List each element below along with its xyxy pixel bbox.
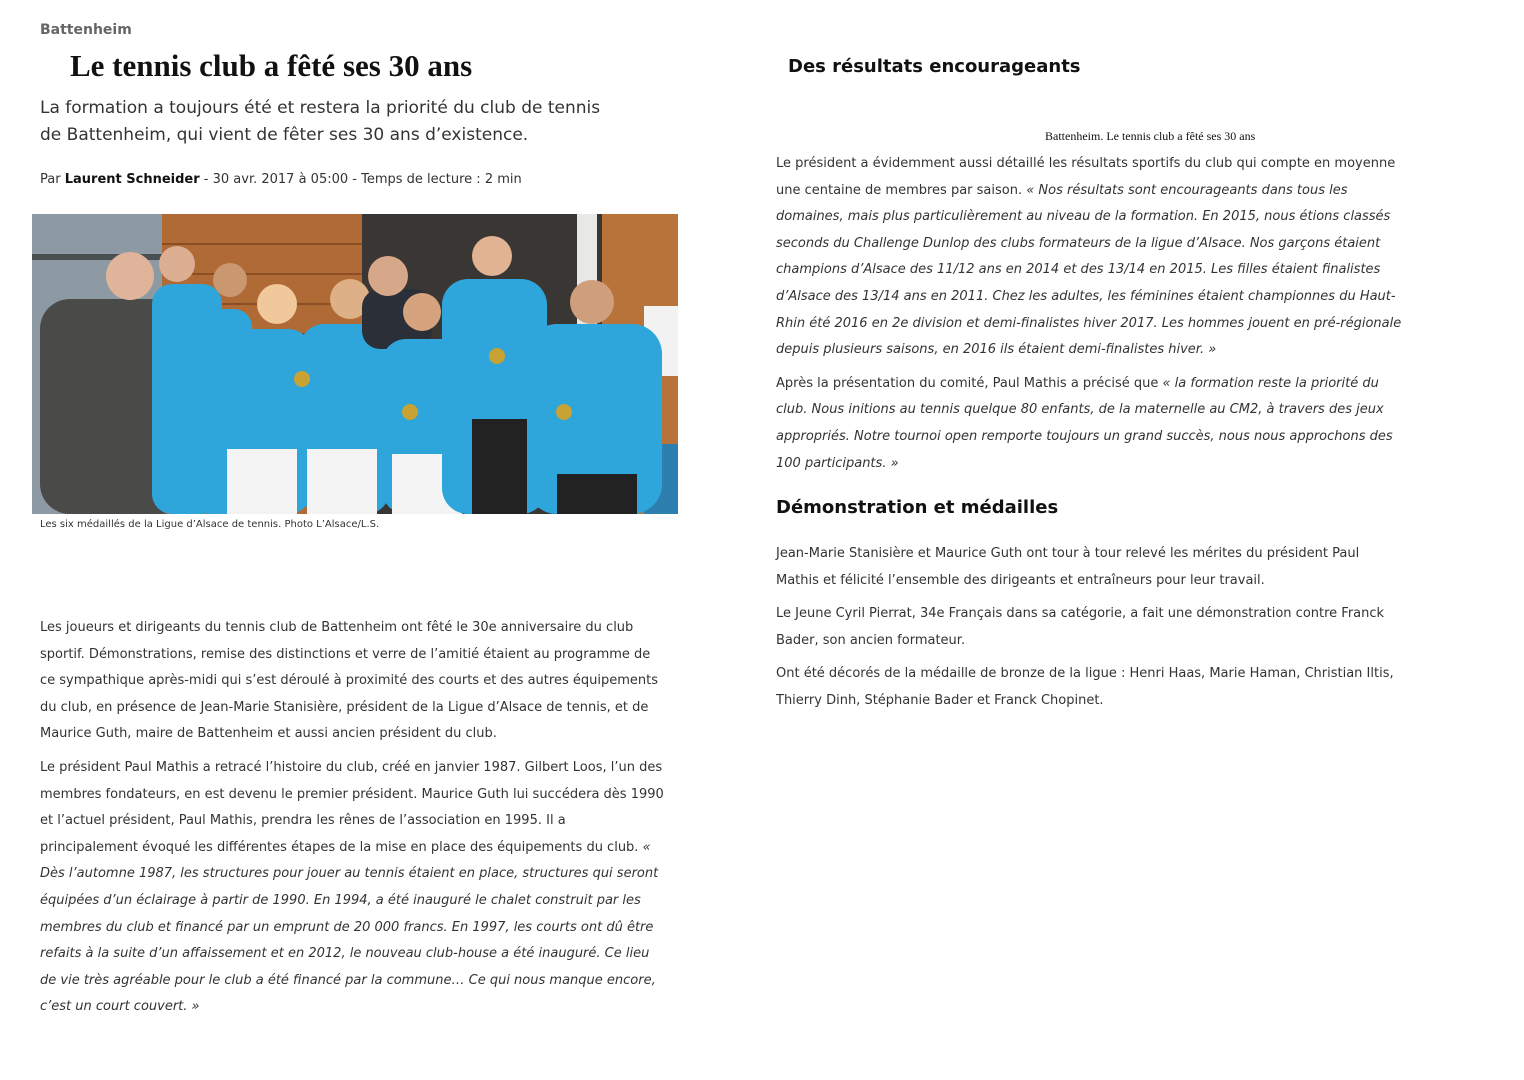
photo-illustration (32, 214, 678, 514)
paragraph-3-text: Le président a évidemment aussi détaillé les résultats sportifs du club qui compte en moyenne une centaine de membres par saison. (776, 156, 1396, 198)
article-photo (32, 214, 678, 514)
paragraph-6: Le Jeune Cyril Pierrat, 34e Français dans sa catégorie, a fait une démonstration contre Franck Bader, son ancien formateur. (776, 606, 1385, 648)
article-body-right-2 (776, 541, 1406, 722)
figure-caption: Battenheim. Le tennis club a fêté ses 30 ans (1045, 129, 1256, 143)
article-body-left (40, 615, 665, 1028)
paragraph-7: Ont été décorés de la médaille de bronze de la ligue : Henri Haas, Marie Haman, Christian Iltis, Thierry Dinh, Stéphanie Bader et Franck Chopinet. (776, 666, 1394, 708)
article-lead: La formation a toujours été et restera la priorité du club de tennis de Battenheim, qui vient de fêter ses 30 ans d’existence. (40, 98, 601, 145)
byline-meta: - 30 avr. 2017 à 05:00 - Temps de lecture : 2 min (203, 172, 522, 187)
section-heading-results: Des résultats encourageants (788, 56, 1081, 77)
author-link[interactable]: Laurent Schneider (64, 172, 200, 187)
paragraph-4-quote: « la formation reste la priorité du club. Nous initions au tennis quelque 80 enfants, de la maternelle au CM2, à travers des jeux appropriés. Notre tournoi open remporte toujours un grand succès, nous nous approchons des 100 participants. » (776, 375, 1393, 471)
section-heading-medals: Démonstration et médailles (776, 497, 1059, 518)
article-location: Battenheim (40, 22, 132, 38)
byline-prefix: Par (40, 172, 61, 187)
article-title: Le tennis club a fêté ses 30 ans (70, 48, 473, 83)
paragraph-3-quote: « Nos résultats sont encourageants dans tous les domaines, mais plus particulièrement au niveau de la formation. En 2015, nous étions classés seconds du Challenge Dunlop des clubs formateurs de la ligue d’Alsace. Nos garçons étaient champions d’Alsace des 11/12 ans en 2014 et des 13/14 en 2015. Les filles étaient finalistes d’Alsace des 13/14 ans en 2011. Chez les adultes, les féminines étaient championnes du Haut-Rhin été 2016 en 2e division et demi-finalistes hiver 2017. Les hommes jouent en pré-régionale depuis plusieurs saisons, en 2016 ils étaient demi-finalistes hiver. » (776, 182, 1402, 358)
paragraph-2-text: Le président Paul Mathis a retracé l’histoire du club, créé en janvier 1987. Gilbert Loos, l’un des membres fondateurs, en est devenu le premier président. Maurice Guth lui succédera dès 1990 et l’actuel président, Paul Mathis, prendra les rênes de l’association en 1995. Il a principalement évoqué les différentes étapes de la mise en place des équipements du club. (40, 759, 664, 855)
article-body-right-1 (776, 151, 1406, 484)
paragraph-4-text: Après la présentation du comité, Paul Mathis a précisé que (776, 375, 1163, 391)
paragraph-2 (40, 755, 665, 1021)
paragraph-4 (776, 371, 1406, 477)
byline (40, 172, 522, 187)
paragraph-3 (776, 151, 1406, 364)
paragraph-5: Jean-Marie Stanisière et Maurice Guth ont tour à tour relevé les mérites du président Paul Mathis et félicité l’ensemble des dirigeants et entraîneurs pour leur travail. (776, 546, 1360, 588)
paragraph-2-quote: « Dès l’automne 1987, les structures pour jouer au tennis étaient en place, structures qui seront équipées d’un éclairage à partir de 1990. En 1994, a été inauguré le chalet construit par les membres du club et financé par un emprunt de 20 000 francs. En 1997, les courts ont dû être refaits à la suite d’un affaissement et en 2012, le nouveau club-house a été inauguré. Ce lieu de vie très agréable pour le club a été financé par la commune… Ce qui nous manque encore, c’est un court couvert. » (40, 839, 659, 1015)
paragraph-1: Les joueurs et dirigeants du tennis club de Battenheim ont fêté le 30e anniversaire du club sportif. Démonstrations, remise des distinctions et verre de l’amitié étaient au programme de ce sympathique après-midi qui s’est déroulé à proximité des courts et des autres équipements du club, en présence de Jean-Marie Stanisière, président de la Ligue d’Alsace de tennis, et de Maurice Guth, maire de Battenheim et aussi ancien président du club. (40, 620, 658, 742)
photo-caption: Les six médaillés de la Ligue d’Alsace de tennis. Photo L’Alsace/L.S. (40, 519, 380, 530)
